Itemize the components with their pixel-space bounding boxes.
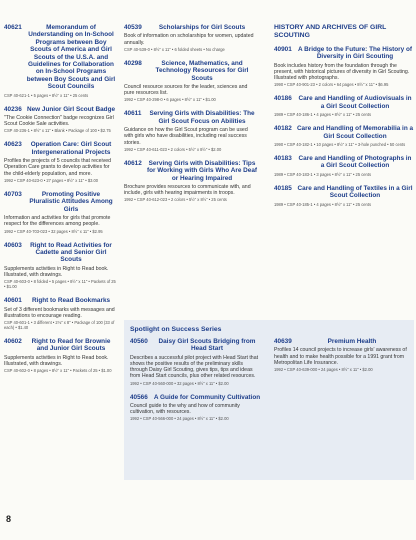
catalog-entry: [130, 394, 262, 422]
entry-heading: [130, 394, 262, 401]
catalog-entry: [4, 338, 116, 373]
entry-code: 40601: [4, 297, 22, 305]
entry-code: 40186: [274, 95, 292, 103]
entry-code: 40621: [4, 24, 22, 31]
entry-heading: [274, 338, 408, 345]
entry-meta: 1989 • CSP 40-183-1 • 3 pages • 8½" x 11" • 25 cents: [274, 171, 372, 177]
catalog-entry: [4, 191, 116, 234]
entry-description: Book includes history from the foundation through the present, with historical pictures of diversity in Girl Scouting. Illustrated with photographs.: [274, 62, 410, 82]
entry-description: Brochure provides resources to communicate with, and include, girls with hearing impairments in troops.: [124, 184, 251, 197]
entry-description: Information and activities for girls that promote respect for the differences among people.: [4, 215, 111, 228]
catalog-entry: [274, 185, 414, 207]
entry-title: Right to Read Activities for Cadette and Senior Girl Scouts: [30, 241, 112, 264]
entry-heading: [130, 338, 262, 353]
entry-heading: [274, 95, 414, 110]
catalog-entry: [274, 338, 408, 372]
entry-heading: [4, 141, 116, 156]
entry-meta: CSP 40-603-0 • 8 folded • 5 pages • 8½" x 11" • Packets of 25 • $1.00: [4, 279, 116, 290]
catalog-entry: [274, 95, 414, 117]
entry-heading: [4, 191, 116, 213]
entry-meta: 1992 • CSP 40-298-0 • 6 pages • 8½" x 11" • $1.00: [124, 97, 216, 103]
entry-meta: 1992 • CSP 40-612-023 • 2 colors • 5½" x 8½" • 25 cents: [124, 197, 227, 203]
section-title-history: HISTORY AND ARCHIVES OF GIRL SCOUTING: [274, 24, 387, 39]
entry-meta: 1992 • CSP 40-560-000 • 32 pages • 8½" x 11" • $2.00: [130, 380, 229, 386]
entry-title: Serving Girls with Disabilities: Tips for Working with Girls Who Are Deaf or Hearing Impaired: [146, 159, 258, 182]
catalog-entry: [124, 160, 258, 203]
catalog-entry: [4, 106, 116, 134]
entry-code: 40560: [130, 338, 148, 345]
entry-title: Premium Health: [327, 338, 377, 345]
catalog-entry: [274, 125, 414, 147]
entry-title: Care and Handling of Audiovisuals in a Girl Scout Collection: [298, 95, 412, 110]
catalog-entry: [274, 46, 414, 87]
entry-heading: [4, 297, 116, 304]
entry-heading: [274, 125, 414, 140]
entry-description: Profiles 14 council projects to increase girls' awareness of health and to make health possible for a 1991 grant from Metropolitan Life Insurance.: [274, 347, 407, 366]
catalog-entry: [124, 60, 258, 103]
entry-meta: CSP 40-539-0 • 8½" x 11" • 6 folded sheets • No charge: [124, 46, 225, 52]
entry-code: 40603: [4, 241, 22, 249]
entry-code: 40566: [130, 393, 148, 401]
entry-title: New Junior Girl Scout Badge: [26, 105, 116, 113]
entry-title: Promoting Positive Pluralistic Attitudes Among Girls: [29, 190, 113, 213]
entry-meta: 1990 • CSP 40-182-1 • 10 pages • 8½" x 11" • 3-hole punched • 50 cents: [274, 142, 406, 148]
entry-code: 40182: [274, 125, 292, 133]
entry-code: 40602: [4, 337, 22, 345]
entry-meta: 1992 • CSP 40-566-000 • 24 pages • 8½" x 11" • $2.00: [130, 416, 229, 422]
entry-title: Right to Read Bookmarks: [31, 297, 111, 305]
entry-heading: [4, 242, 116, 264]
entry-code: 40298: [124, 59, 142, 67]
entry-description: Set of 3 different bookmarks with messages and illustrations to encourage reading.: [4, 306, 115, 319]
entry-meta: CSP 40-621-1 • 5 pages • 8½" x 11" • 25 cents: [4, 92, 89, 98]
entry-heading: [124, 24, 258, 31]
column-right: [274, 24, 414, 215]
entry-code: 40183: [274, 155, 292, 163]
column-middle: [124, 24, 258, 210]
catalog-entry: [274, 155, 414, 177]
catalog-entry: [4, 242, 116, 290]
entry-meta: CSP 40-236-1 • 8½" x 11" • Blank • Package of 100 • $2.75: [4, 128, 111, 134]
entry-code: 40611: [124, 110, 142, 118]
catalog-entry: [4, 297, 116, 330]
entry-heading: [274, 185, 414, 200]
entry-code: 40639: [274, 338, 292, 345]
entry-title: A Bridge to the Future: The History of Diversity in Girl Scouting: [297, 46, 413, 61]
entry-meta: 1992 • CSP 40-623-0 • 27 pages • 8½" x 11" • $3.00: [4, 177, 99, 183]
page-number: 8: [6, 514, 12, 524]
spotlight-column-left: [130, 338, 262, 429]
entry-title: Scholarships for Girl Scouts: [158, 24, 246, 31]
entry-title: Operation Care: Girl Scout Intergenerational Projects: [30, 141, 112, 156]
entry-meta: CSP 40-601-1 • 3 different • 2⅛" x 8" • Package of 100 (33 of each) • $1.40: [4, 319, 115, 330]
entry-meta: 1992 • CSP 40-611-023 • 2 colors • 5½" x 8½" • $2.00: [124, 146, 222, 152]
entry-title: Right to Read for Brownie and Junior Girl Scouts: [31, 337, 111, 353]
history-entries: [274, 46, 414, 207]
entry-description: Supplements activities in Right to Read book. Illustrated, with drawings.: [4, 265, 109, 278]
entry-description: Council guide to the why and how of community cultivation, with resources.: [130, 403, 240, 416]
catalog-entry: [130, 338, 262, 386]
entry-description: "The Cookie Connection" badge recognizes Girl Scout Cookie Sale activities.: [4, 115, 114, 128]
spotlight-column-right: [274, 338, 408, 380]
entry-heading: [124, 60, 258, 82]
entry-meta: 1992 • CSP 40-703-023 • 32 pages • 8½" x 11" • $2.95: [4, 228, 103, 234]
entry-title: Daisy Girl Scouts Bridging from Head Start: [158, 338, 256, 353]
entry-meta: 1989 • CSP 40-186-1 • 4 pages • 8½" x 11" • 25 cents: [274, 112, 372, 118]
entry-title: Care and Handling of Photographs in a Girl Scout Collection: [298, 155, 412, 170]
entry-meta: 1989 • CSP 40-185-1 • 4 pages • 8½" x 11" • 25 cents: [274, 201, 372, 207]
entry-description: Profiles the projects of 5 councils that received Operation Care grants to develop activities for the child-elderly population, and more.: [4, 158, 111, 177]
entry-title: Care and Handling of Memorabilia in a Girl Scout Collection: [296, 125, 414, 140]
entry-description: Guidance on how the Girl Scout program can be used with girls who have disabilities, including real success stories.: [124, 127, 248, 146]
catalog-entry: [124, 110, 258, 151]
entry-heading: [274, 155, 414, 170]
entry-heading: [274, 46, 414, 61]
entry-heading: [4, 24, 116, 91]
entry-meta: 1992 • CSP 40-639-000 • 24 pages • 8½" x 11" • $2.00: [274, 367, 373, 373]
catalog-entry: [4, 24, 116, 98]
entry-heading: [4, 338, 116, 353]
entry-code: 40623: [4, 141, 22, 149]
entry-code: 40236: [4, 105, 22, 113]
catalog-entry: [124, 24, 258, 52]
entry-title: A Guide for Community Cultivation: [153, 393, 261, 401]
column-left: [4, 24, 116, 381]
entry-title: Memorandum of Understanding on In-School Programs between Boy Scouts of America and Girl Scouts of the U.S.A. and Guidelines for Collaboration on In-School Programs between Boy Scouts and Girl Scout Councils: [26, 24, 116, 91]
entry-code: 40185: [274, 184, 292, 192]
entry-description: Describes a successful pilot project with Head Start that shows the positive results of the preliminary skills through Daisy Girl Scouting, gives tips, tips and ideas from Head Start councils, plus other related resources.: [130, 354, 259, 380]
catalog-entry: [4, 141, 116, 182]
spotlight-box: [124, 320, 414, 480]
entry-title: Care and Handling of Textiles in a Girl Scout Collection: [297, 184, 413, 200]
entry-description: Book of information on scholarships for women, updated annually.: [124, 33, 254, 46]
entry-code: 40703: [4, 190, 22, 198]
spotlight-title: Spotlight on Success Series: [130, 326, 222, 333]
entry-description: Supplements activities in Right to Read book. Illustrated, with drawings.: [4, 354, 109, 367]
entry-title: Science, Mathematics, and Technology Resources for Girl Scouts: [155, 59, 249, 82]
entry-heading: [124, 110, 258, 125]
entry-code: 40901: [274, 46, 292, 53]
entry-code: 40539: [124, 24, 142, 31]
entry-code: 40612: [124, 159, 142, 167]
entry-meta: 1990 • CSP 40-901-23 • 2 colors • 64 pages • 8½" x 11" • $6.95: [274, 82, 389, 88]
entry-description: Council resource sources for the leader, sciences and pure resources list.: [124, 84, 248, 97]
entry-heading: [124, 160, 258, 182]
entry-heading: [4, 106, 116, 113]
entry-title: Serving Girls with Disabilities: The Girl Scout Focus on Abilities: [149, 110, 255, 125]
entry-meta: CSP 40-602-0 • 8 pages • 8½" x 11" • Packets of 25 • $1.00: [4, 368, 112, 374]
